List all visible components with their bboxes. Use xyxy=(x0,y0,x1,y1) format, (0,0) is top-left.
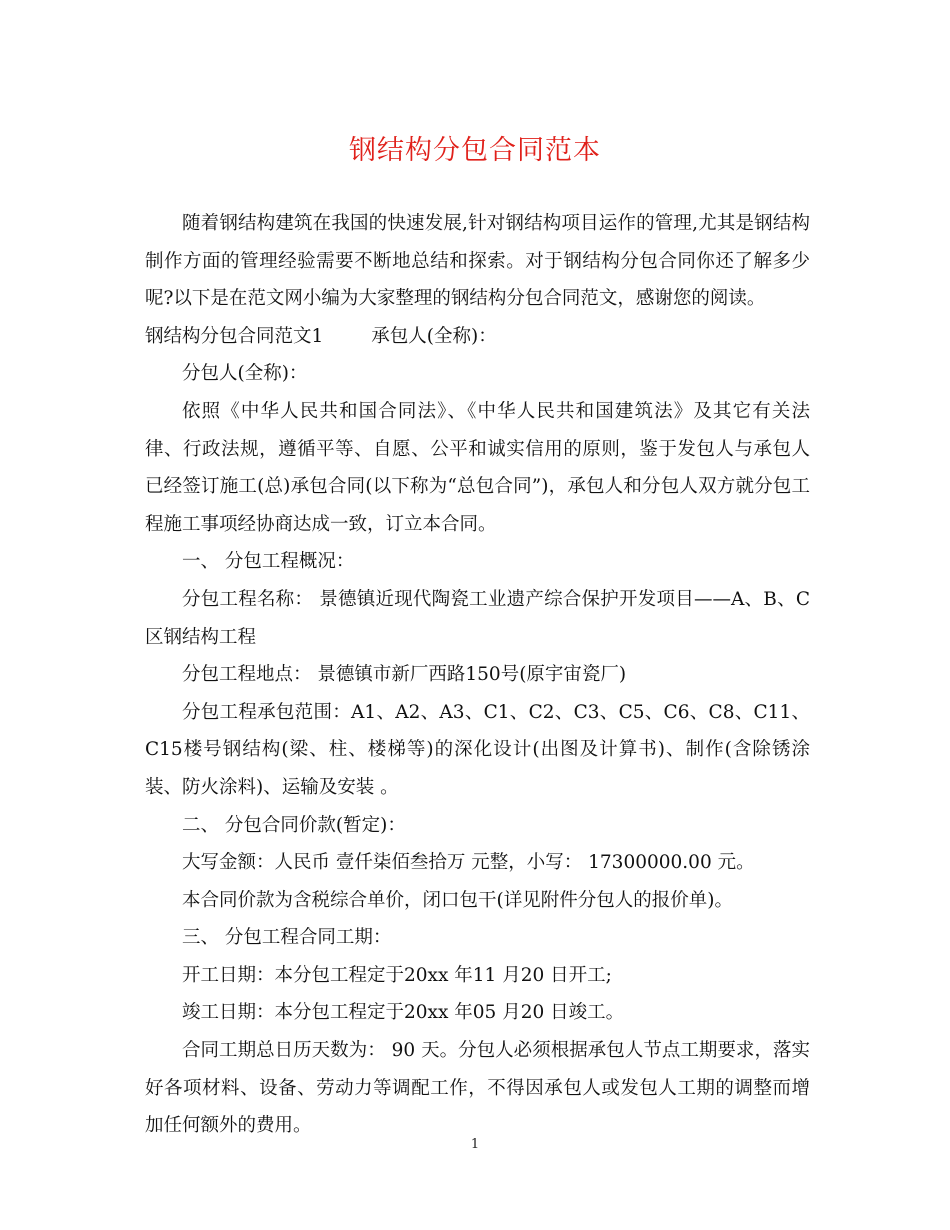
basis-paragraph: 依照《中华人民共和国合同法》、《中华人民共和国建筑法》及其它有关法律、行政法规，遵循平等、自愿、公平和诚实信用的原则，鉴于发包人与承包人已经签订施工(总)承包合同(以下称为“总包合同”)，承包人和分包人双方就分包工程施工事项经协商达成一致，订立本合同。 xyxy=(145,400,810,535)
sample-heading-line xyxy=(145,318,810,356)
project-location: 分包工程地点： 景德镇市新厂西路150号(原宇宙瓷厂) xyxy=(182,664,627,686)
duration-paragraph: 合同工期总日历天数为： 90 天。分包人必须根据承包人节点工期要求，落实好各项材料、设备、劳动力等调配工作，不得因承包人或发包人工期的调整而增加任何额外的费用。 xyxy=(145,1040,810,1137)
section1-title: 一、 分包工程概况： xyxy=(182,551,355,573)
section3-title: 三、 分包工程合同工期： xyxy=(182,927,392,949)
contract-amount: 大写金额：人民币 壹仟柒佰叁拾万 元整，小写： 17300000.00 元。 xyxy=(182,852,755,874)
section2-title: 二、 分包合同价款(暂定)： xyxy=(182,814,406,836)
document-body xyxy=(145,205,810,1145)
subcontractor-field: 分包人(全称)： xyxy=(182,363,308,385)
page-number: 1 xyxy=(470,1137,480,1152)
contractor-field: 承包人(全称)： xyxy=(371,325,497,347)
intro-paragraph: 随着钢结构建筑在我国的快速发展,针对钢结构项目运作的管理,尤其是钢结构制作方面的管理经验需要不断地总结和探索。对于钢结构分包合同你还了解多少呢?以下是在范文网小编为大家整理的钢结构分包合同范文，感谢您的阅读。 xyxy=(145,213,810,310)
project-scope: 分包工程承包范围：A1、A2、A3、C1、C2、C3、C5、C6、C8、C11、C15楼号钢结构(梁、柱、楼梯等)的深化设计(出图及计算书)、制作(含除锈涂装、防火涂料)、运输及安装 。 xyxy=(145,701,810,798)
project-name: 分包工程名称： 景德镇近现代陶瓷工业遗产综合保护开发项目——A、B、C区钢结构工程 xyxy=(145,588,810,648)
end-date: 竣工日期：本分包工程定于20xx 年05 月20 日竣工。 xyxy=(182,1002,625,1024)
sample-heading: 钢结构分包合同范文1 xyxy=(145,325,324,347)
start-date: 开工日期：本分包工程定于20xx 年11 月20 日开工; xyxy=(182,964,612,986)
document-title: 钢结构分包合同范本 xyxy=(349,135,601,166)
price-note: 本合同价款为含税综合单价，闭口包干(详见附件分包人的报价单)。 xyxy=(182,889,733,911)
